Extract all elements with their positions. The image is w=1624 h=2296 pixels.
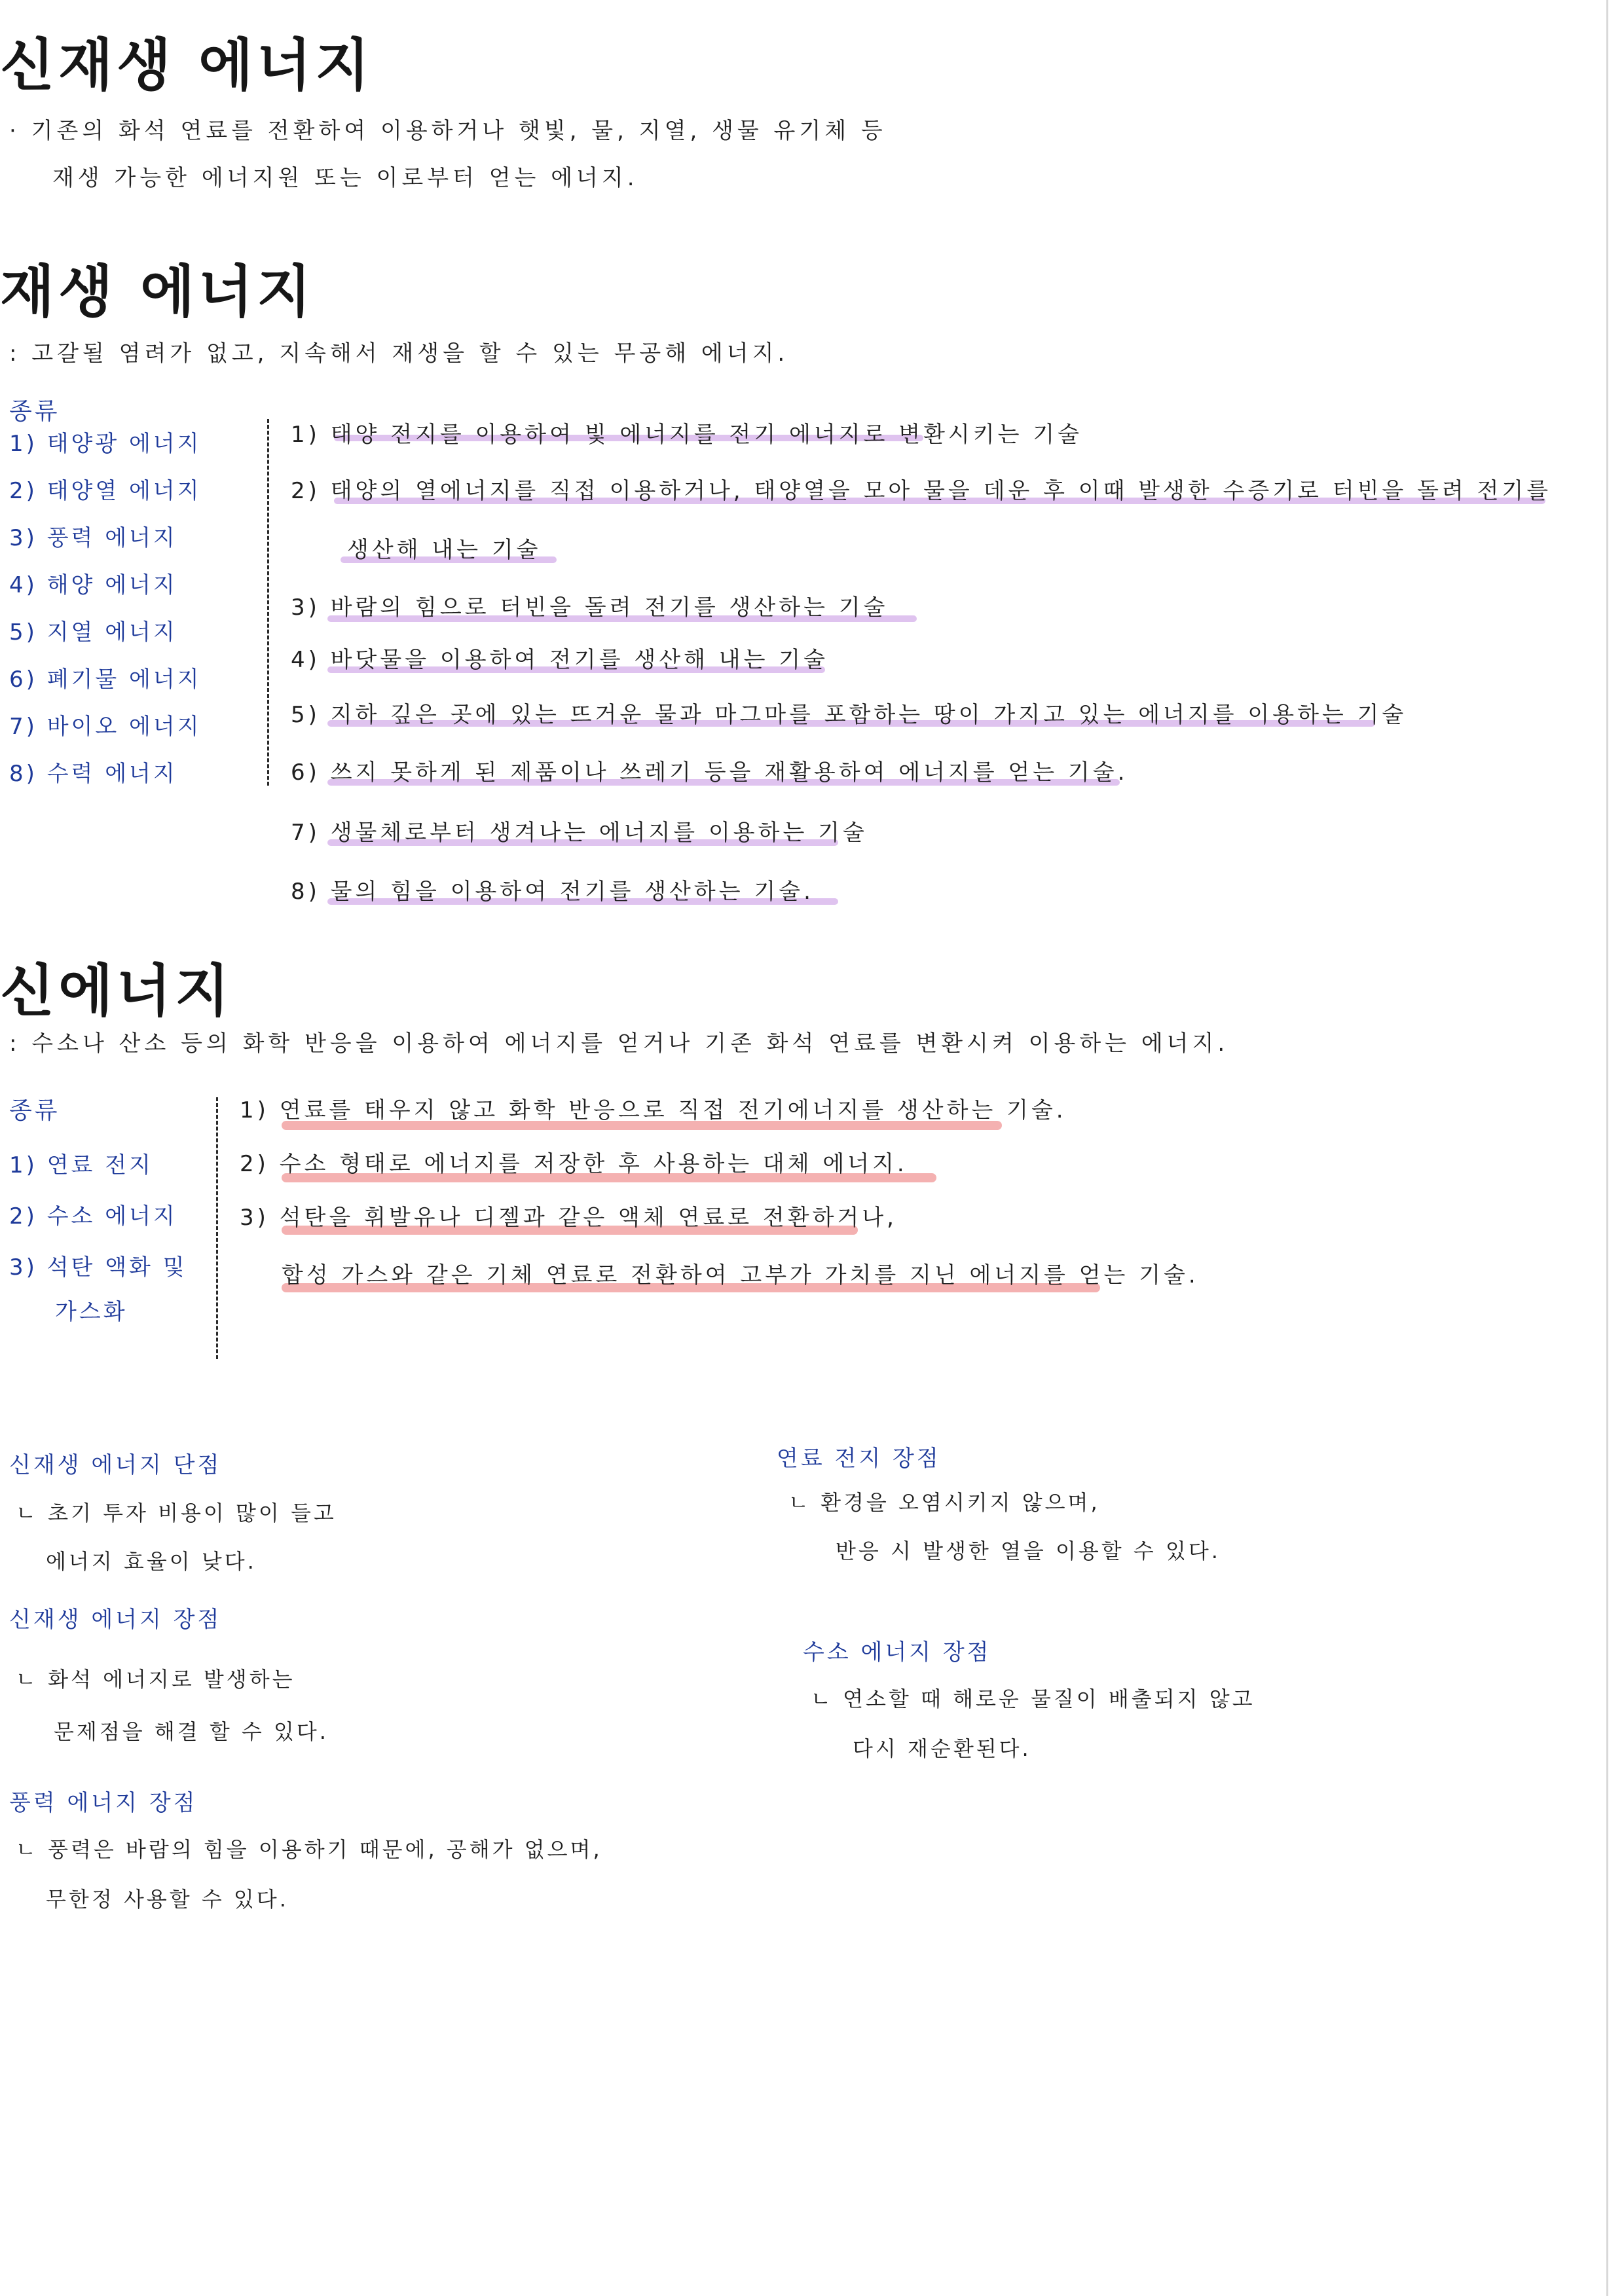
section1-line2: 재생 가능한 에너지원 또는 이로부터 얻는 에너지. [52, 165, 638, 191]
category-item: 6) 폐기물 에너지 [9, 666, 202, 693]
category-item: 1) 태양광 에너지 [9, 431, 202, 457]
section2-title: 재생 에너지 [0, 259, 316, 325]
section1-line1: · 기존의 화석 연료를 전환하여 이용하거나 햇빛, 물, 지열, 생물 유기체 등 [9, 118, 887, 144]
section2-definition: : 고갈될 염려가 없고, 지속해서 재생을 할 수 있는 무공해 에너지. [9, 340, 789, 367]
note-title: 신재생 에너지 단점 [9, 1452, 222, 1478]
description-item: 8) 물의 힘을 이용하여 전기를 생산하는 기술. [291, 879, 814, 905]
section3-definition: : 수소나 산소 등의 화학 반응을 이용하여 에너지를 얻거나 기존 화석 연료를 변환시켜 이용하는 에너지. [9, 1030, 1229, 1057]
category-item: 5) 지열 에너지 [9, 619, 177, 646]
description-item: 2) 태양의 열에너지를 직접 이용하거나, 태양열을 모아 물을 데운 후 이때 발생한 수증기로 터빈을 돌려 전기를 [291, 478, 1552, 504]
section2-divider [267, 419, 269, 786]
section3-category-label: 종류 [9, 1097, 60, 1124]
description-item: 6) 쓰지 못하게 된 제품이나 쓰레기 등을 재활용하여 에너지를 얻는 기술. [291, 759, 1128, 786]
note-line: ㄴ 환경을 오염시키지 않으며, [788, 1490, 1100, 1515]
description-item: 3) 바람의 힘으로 터빈을 돌려 전기를 생산하는 기술 [291, 594, 889, 621]
category-item: 가스화 [55, 1299, 128, 1325]
description-item: 1) 태양 전지를 이용하여 빛 에너지를 전기 에너지로 변환시키는 기술 [291, 422, 1082, 448]
description-item: 5) 지하 깊은 곳에 있는 뜨거운 물과 마그마를 포함하는 땅이 가지고 있는 에너지를 이용하는 기술 [291, 702, 1407, 728]
page-edge [1606, 0, 1608, 2296]
description-item: 1) 연료를 태우지 않고 화학 반응으로 직접 전기에너지를 생산하는 기술. [240, 1097, 1067, 1123]
note-line: ㄴ 초기 투자 비용이 많이 들고 [16, 1501, 337, 1525]
note-line: 반응 시 발생한 열을 이용할 수 있다. [836, 1539, 1221, 1563]
description-item: 3) 석탄을 휘발유나 디젤과 같은 액체 연료로 전환하거나, [240, 1205, 897, 1231]
note-line: 문제점을 해결 할 수 있다. [54, 1719, 329, 1744]
section1-title: 신재생 에너지 [0, 33, 374, 98]
description-item: 생산해 내는 기술 [347, 537, 542, 563]
note-line: 에너지 효율이 낮다. [46, 1549, 257, 1574]
category-item: 1) 연료 전지 [9, 1152, 153, 1178]
note-line: 무한정 사용할 수 있다. [46, 1887, 289, 1912]
category-item: 2) 수소 에너지 [9, 1203, 177, 1230]
section3-title: 신에너지 [0, 958, 234, 1024]
category-item: 2) 태양열 에너지 [9, 478, 202, 504]
note-title: 연료 전지 장점 [777, 1446, 941, 1472]
note-title: 신재생 에너지 장점 [9, 1607, 222, 1633]
category-item: 3) 석탄 액화 및 [9, 1254, 187, 1281]
category-item: 8) 수력 에너지 [9, 761, 177, 787]
section2-category-label: 종류 [9, 398, 60, 425]
note-line: ㄴ 연소할 때 해로운 물질이 배출되지 않고 [811, 1686, 1255, 1711]
description-item: 2) 수소 형태로 에너지를 저장한 후 사용하는 대체 에너지. [240, 1151, 908, 1177]
note-line: ㄴ 화석 에너지로 발생하는 [16, 1667, 295, 1692]
note-title: 풍력 에너지 장점 [9, 1790, 198, 1816]
description-item: 합성 가스와 같은 기체 연료로 전환하여 고부가 가치를 지닌 에너지를 얻는 기술. [282, 1262, 1199, 1288]
description-item: 7) 생물체로부터 생겨나는 에너지를 이용하는 기술 [291, 820, 868, 846]
note-title: 수소 에너지 장점 [803, 1639, 991, 1666]
section3-divider [216, 1097, 218, 1359]
note-line: 다시 재순환된다. [853, 1736, 1031, 1761]
category-item: 4) 해양 에너지 [9, 572, 177, 598]
category-item: 3) 풍력 에너지 [9, 525, 177, 551]
category-item: 7) 바이오 에너지 [9, 714, 202, 740]
note-line: ㄴ 풍력은 바람의 힘을 이용하기 때문에, 공해가 없으며, [16, 1837, 602, 1862]
description-item: 4) 바닷물을 이용하여 전기를 생산해 내는 기술 [291, 647, 828, 673]
